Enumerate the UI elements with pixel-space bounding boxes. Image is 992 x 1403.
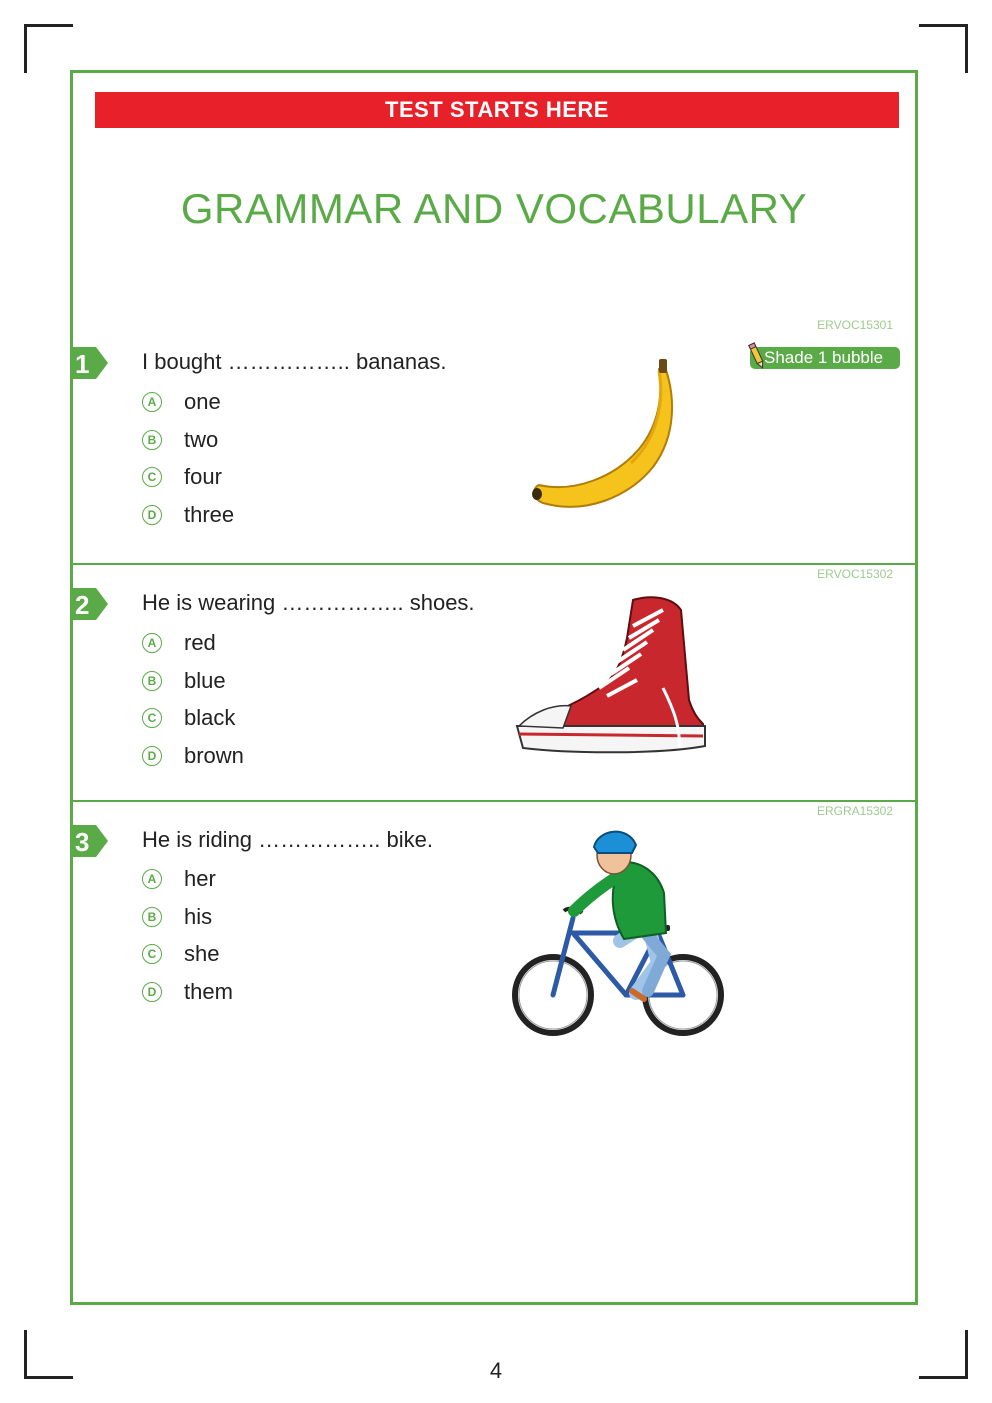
- question-divider: [73, 563, 915, 565]
- answer-bubble[interactable]: D: [142, 746, 162, 766]
- question-code: ERVOC15301: [817, 318, 893, 332]
- answer-bubble[interactable]: A: [142, 633, 162, 653]
- option-d[interactable]: [142, 743, 244, 769]
- question-number-badge: 3: [70, 825, 108, 857]
- test-frame: [70, 70, 918, 1305]
- option-label: three: [184, 502, 235, 527]
- shade-tag-label: Shade 1 bubble: [764, 348, 884, 367]
- question-number-badge: 2: [70, 588, 108, 620]
- shade-instruction-tag: [750, 347, 900, 369]
- section-title: GRAMMAR AND VOCABULARY: [180, 185, 808, 232]
- answer-bubble[interactable]: A: [142, 869, 162, 889]
- option-c[interactable]: [142, 941, 219, 967]
- answer-bubble[interactable]: B: [142, 430, 162, 450]
- option-c[interactable]: [142, 464, 222, 490]
- option-label: his: [184, 904, 213, 929]
- sneaker-icon: [513, 588, 713, 763]
- pencil-icon: [748, 341, 766, 371]
- question-code: ERGRA15302: [816, 804, 893, 818]
- option-b[interactable]: [142, 427, 218, 453]
- option-label: two: [184, 427, 219, 452]
- option-a[interactable]: [142, 389, 221, 415]
- option-label: brown: [184, 743, 244, 768]
- option-label: she: [184, 941, 220, 966]
- answer-bubble[interactable]: C: [142, 467, 162, 487]
- option-label: blue: [184, 668, 226, 693]
- option-label: them: [184, 979, 233, 1004]
- option-label: her: [184, 866, 216, 891]
- banana-icon: [525, 355, 710, 525]
- question-text: He is wearing …………….. shoes.: [142, 590, 475, 615]
- option-b[interactable]: [142, 668, 226, 694]
- question-number-badge: 1: [70, 347, 108, 379]
- page-number: 4: [489, 1358, 503, 1383]
- option-d[interactable]: [142, 502, 234, 528]
- answer-bubble[interactable]: D: [142, 505, 162, 525]
- option-b[interactable]: [142, 904, 212, 930]
- option-label: black: [184, 705, 236, 730]
- question-text: I bought …………….. bananas.: [142, 349, 447, 374]
- option-c[interactable]: [142, 705, 235, 731]
- answer-bubble[interactable]: B: [142, 907, 162, 927]
- answer-bubble[interactable]: A: [142, 392, 162, 412]
- answer-bubble[interactable]: C: [142, 708, 162, 728]
- question-divider: [73, 800, 915, 802]
- crop-mark-top-right: [919, 24, 968, 73]
- answer-bubble[interactable]: C: [142, 944, 162, 964]
- crop-mark-top-left: [24, 24, 73, 73]
- answer-bubble[interactable]: B: [142, 671, 162, 691]
- question-code: ERVOC15302: [817, 567, 893, 581]
- cyclist-icon: [508, 823, 728, 1043]
- option-label: red: [184, 630, 216, 655]
- answer-bubble[interactable]: D: [142, 982, 162, 1002]
- option-a[interactable]: [142, 630, 216, 656]
- option-a[interactable]: [142, 866, 216, 892]
- option-label: one: [184, 389, 221, 414]
- option-d[interactable]: [142, 979, 233, 1005]
- option-label: four: [184, 464, 222, 489]
- question-text: He is riding …………….. bike.: [142, 827, 433, 852]
- test-start-banner: TEST STARTS HERE: [95, 92, 899, 128]
